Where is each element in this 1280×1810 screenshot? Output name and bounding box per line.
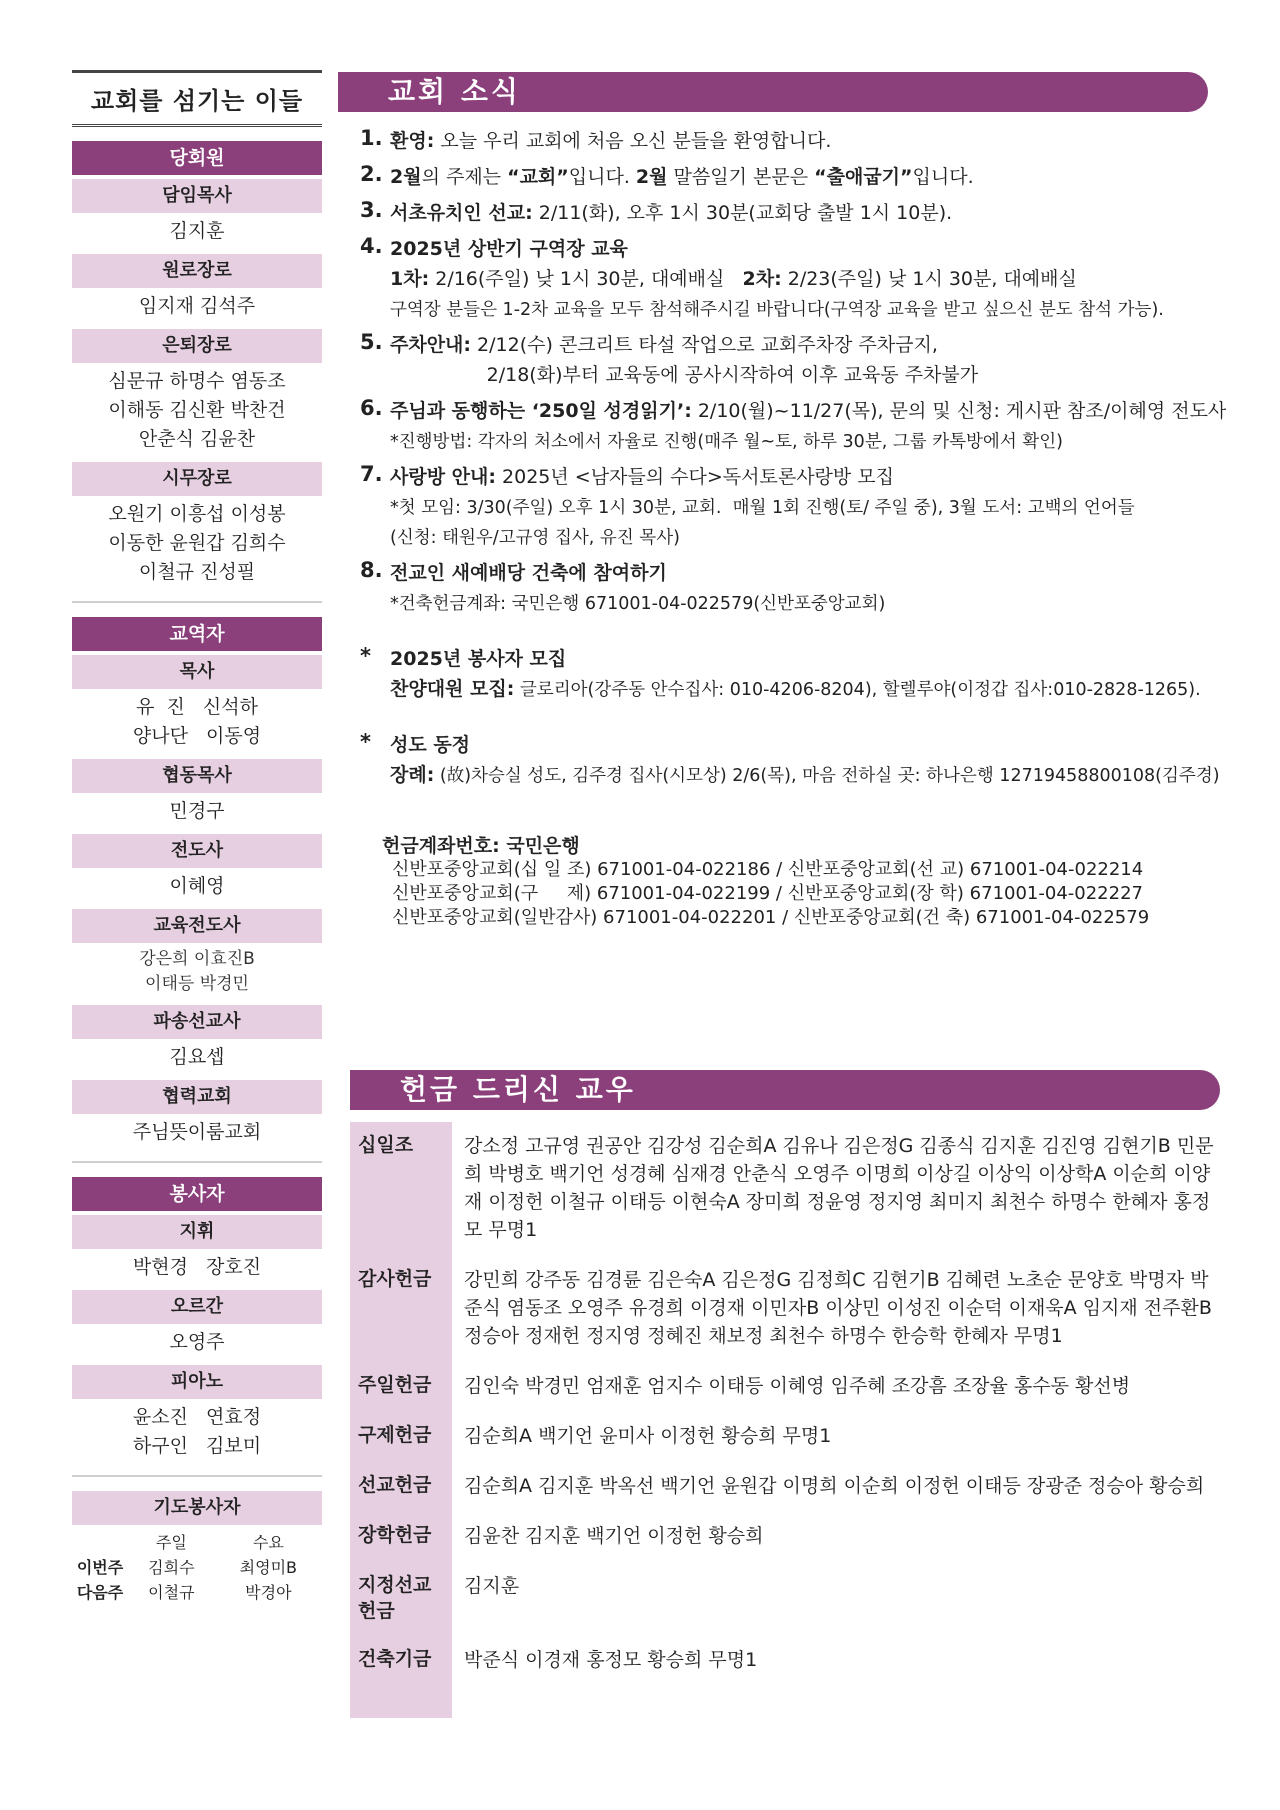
news-item-text	[390, 330, 1208, 390]
news-text: 의 주제는	[421, 166, 508, 188]
sidebar-role-names	[72, 1114, 322, 1151]
sidebar-role-label: 협동목사	[72, 759, 322, 793]
offering-type-label: 주일헌금	[350, 1362, 452, 1412]
news-item	[360, 330, 1208, 390]
prayer-col-header: 수요	[252, 1533, 284, 1552]
news-emphasis: 주차안내:	[390, 334, 472, 356]
news-item-number: *	[360, 730, 371, 754]
news-emphasis: 찬양대원 모집:	[390, 678, 515, 700]
news-item-number: 6.	[360, 396, 383, 420]
prayer-name: 최영미B	[239, 1558, 298, 1577]
news-item-number: 7.	[360, 462, 383, 486]
news-item-number: 5.	[360, 330, 383, 354]
news-detail: 구역장 분들은 1-2차 교육을 모두 참석해주시길 바랍니다(구역장 교육을 받고 싶으신 분도 참석 가능).	[390, 300, 1164, 320]
news-emphasis: “출애굽기”	[814, 166, 913, 188]
news-text: 말씀일기 본문은	[667, 166, 815, 188]
prayer-table	[72, 1529, 322, 1604]
news-item-text	[390, 730, 1220, 790]
offering-donor-names: 김지훈	[464, 1575, 520, 1597]
news-item-text	[390, 162, 1208, 192]
person-names: 박현경 장호진	[132, 1256, 262, 1278]
offering-row	[350, 1562, 1220, 1636]
sidebar-role-label: 목사	[72, 655, 322, 689]
sidebar-role-names	[72, 363, 322, 458]
offering-row	[350, 1412, 1220, 1462]
news-line	[390, 588, 1208, 618]
prayer-row-label: 다음주	[76, 1583, 124, 1602]
news-line	[390, 644, 1208, 674]
news-line	[390, 522, 1208, 552]
news-line	[390, 426, 1226, 456]
news-detail: *건축헌금계좌: 국민은행 671001-04-022579(신반포중앙교회)	[390, 594, 886, 614]
offerings-table	[350, 1122, 1220, 1718]
news-item-number: 4.	[360, 234, 383, 258]
sidebar-title: 교회를 섬기는 이들	[72, 70, 322, 127]
sidebar-section-heading: 봉사자	[72, 1177, 322, 1211]
sidebar-role-names	[72, 689, 322, 755]
sidebar-section-heading: 교역자	[72, 617, 322, 651]
news-text: 입니다.	[912, 166, 974, 188]
sidebar-divider	[72, 601, 322, 603]
news-item-text	[390, 198, 1208, 228]
news-detail: (신청: 태원우/고규영 집사, 유진 목사)	[390, 528, 680, 548]
accounts-rows	[382, 858, 1208, 930]
sidebar-section-heading: 당회원	[72, 141, 322, 175]
person-names: 안춘식 김윤찬	[138, 428, 256, 450]
sidebar-role-label: 오르간	[72, 1290, 322, 1324]
offering-donor-names: 강민희 강주동 김경륜 김은숙A 김은정G 김정희C 김현기B 김혜련 노초순 문양호 박명자 박준식 염동조 오영주 유경희 이경재 이민자B 이상민 이성진 이순덕 이재욱A 임지재 전주환B 정승아 정재헌 정지영 정혜진 채보정 최천수 하명수 한승학 한혜자 무명1	[464, 1269, 1212, 1347]
prayer-name: 박경아	[245, 1583, 292, 1602]
sidebar-role-names	[72, 868, 322, 905]
offering-type-label: 건축기금	[350, 1636, 452, 1718]
news-text: 2/16(주일) 낮 1시 30분, 대예배실	[429, 268, 743, 290]
news-line	[390, 760, 1220, 790]
sidebar-role-names	[72, 496, 322, 591]
offering-row	[350, 1122, 1220, 1256]
news-list	[338, 126, 1227, 790]
sidebar-role-names	[72, 1039, 322, 1076]
news-item	[360, 644, 1208, 704]
news-section	[338, 72, 1227, 930]
person-names: 윤소진 연효정	[132, 1406, 262, 1428]
sidebar-divider	[72, 1161, 322, 1163]
news-item	[360, 126, 1208, 156]
offering-donor-names: 김순희A 김지훈 박옥선 백기언 윤원갑 이명희 이순희 이정헌 이태등 장광준 정승아 황승희	[464, 1475, 1205, 1497]
news-item-number: *	[360, 644, 371, 668]
news-text: 오늘 우리 교회에 처음 오신 분들을 환영합니다.	[434, 130, 832, 152]
offering-type-label: 지정선교헌금	[350, 1562, 452, 1636]
offerings-title-bar: 헌금 드리신 교우	[350, 1070, 1220, 1110]
sidebar-role-names	[72, 943, 322, 1001]
sidebar-role-names	[72, 213, 322, 250]
sidebar-section	[72, 617, 322, 1151]
news-text: 2/10(월)~11/27(목), 문의 및 신청: 게시판 참조/이혜영 전도사	[691, 400, 1227, 422]
news-emphasis: 장례:	[390, 764, 435, 786]
person-names: 김지훈	[169, 220, 225, 242]
offering-donor-names: 박준식 이경재 홍정모 황승희 무명1	[464, 1649, 758, 1671]
offering-row	[350, 1362, 1220, 1412]
news-item	[360, 558, 1208, 618]
offering-type-label: 십일조	[350, 1122, 452, 1256]
news-line	[390, 492, 1208, 522]
prayer-row-label: 이번주	[76, 1558, 124, 1577]
person-names: 심문규 하명수 염동조	[108, 370, 286, 392]
news-line	[390, 264, 1208, 294]
news-emphasis: 전교인 새예배당 건축에 참여하기	[390, 562, 667, 584]
news-item	[360, 396, 1227, 456]
person-names: 김요셉	[169, 1046, 225, 1068]
sidebar-role-label: 협력교회	[72, 1080, 322, 1114]
sidebar-role-names	[72, 1399, 322, 1465]
person-names: 이철규 진성필	[138, 561, 256, 583]
person-names: 오원기 이흥섭 이성봉	[108, 503, 286, 525]
sidebar-role-label: 시무장로	[72, 462, 322, 496]
news-line	[390, 234, 1208, 264]
news-item	[360, 234, 1208, 324]
offering-accounts	[338, 834, 1208, 930]
news-line	[390, 462, 1208, 492]
sidebar-role-label: 전도사	[72, 834, 322, 868]
offering-row	[350, 1636, 1220, 1718]
person-names: 양나단 이동영	[132, 725, 262, 747]
offering-type-label: 선교헌금	[350, 1462, 452, 1512]
offering-type-label: 장학헌금	[350, 1512, 452, 1562]
news-item	[360, 198, 1208, 228]
news-emphasis: 서초유치인 선교:	[390, 202, 533, 224]
offering-donor-names: 김윤찬 김지훈 백기언 이정헌 황승희	[464, 1525, 764, 1547]
news-text: 2/11(화), 오후 1시 30분(교회당 출발 1시 10분).	[532, 202, 953, 224]
news-emphasis: 2025년 상반기 구역장 교육	[390, 238, 628, 260]
accounts-heading: 헌금계좌번호: 국민은행	[382, 835, 580, 857]
sidebar-role-label: 지휘	[72, 1215, 322, 1249]
offering-row	[350, 1256, 1220, 1362]
news-item-text	[390, 462, 1208, 552]
offerings-section	[350, 1070, 1220, 1718]
news-line	[390, 198, 1208, 228]
person-names: 이혜영	[169, 875, 225, 897]
sidebar-role-label: 은퇴장로	[72, 329, 322, 363]
news-emphasis: 2025년 봉사자 모집	[390, 648, 567, 670]
news-item-number: 2.	[360, 162, 383, 186]
sidebar-role-names	[72, 793, 322, 830]
offering-type-label: 감사헌금	[350, 1256, 452, 1362]
news-item-number: 1.	[360, 126, 383, 150]
news-item-text	[390, 234, 1208, 324]
sidebar-role-names	[72, 1249, 322, 1286]
person-names: 하구인 김보미	[132, 1435, 262, 1457]
prayer-name: 김희수	[148, 1558, 195, 1577]
person-names: 이태등 박경민	[145, 974, 249, 994]
sidebar-section	[72, 1177, 322, 1465]
news-item	[360, 462, 1208, 552]
offering-donor-names: 김인숙 박경민 엄재훈 엄지수 이태등 이혜영 임주혜 조강흠 조장율 홍수동 황선병	[464, 1375, 1131, 1397]
news-emphasis: 2차:	[742, 268, 782, 290]
prayer-heading: 기도봉사자	[72, 1491, 322, 1525]
news-emphasis: 성도 동정	[390, 734, 471, 756]
news-emphasis: 1차:	[390, 268, 430, 290]
person-names: 임지재 김석주	[138, 295, 256, 317]
news-text: 2025년 <남자들의 수다>독서토론사랑방 모집	[495, 466, 895, 488]
news-text: 2/23(주일) 낮 1시 30분, 대예배실	[781, 268, 1077, 290]
sidebar-section	[72, 141, 322, 591]
account-row: 신반포중앙교회(일반감사) 671001-04-022201 / 신반포중앙교회(건 축) 671001-04-022579	[392, 907, 1150, 928]
news-line	[390, 558, 1208, 588]
prayer-corner	[72, 1529, 128, 1554]
news-item-text	[390, 558, 1208, 618]
person-names: 이해동 김신환 박찬건	[108, 399, 286, 421]
news-line	[390, 730, 1220, 760]
news-line	[390, 330, 1208, 360]
sidebar	[72, 70, 322, 1604]
news-line	[390, 162, 1208, 192]
news-item	[360, 162, 1208, 192]
offering-type-label: 구제헌금	[350, 1412, 452, 1462]
sidebar-divider	[72, 1475, 322, 1477]
news-detail: (故)차승실 성도, 김주경 집사(시모상) 2/6(목), 마음 전하실 곳: 하나은행 12719458800108(김주경)	[434, 766, 1220, 786]
sidebar-role-label: 원로장로	[72, 254, 322, 288]
offering-row	[350, 1462, 1220, 1512]
offering-donor-names: 김순희A 백기언 윤미사 이정헌 황승희 무명1	[464, 1425, 832, 1447]
news-detail: *첫 모임: 3/30(주일) 오후 1시 30분, 교회. 매월 1회 진행(토/ 주일 중), 3월 도서: 고백의 언어들	[390, 498, 1135, 518]
news-title-bar: 교회 소식	[338, 72, 1208, 112]
news-line	[390, 396, 1226, 426]
person-names: 이동한 윤원갑 김희수	[108, 532, 286, 554]
sidebar-role-label: 피아노	[72, 1365, 322, 1399]
news-emphasis: 주님과 동행하는 ‘250일 성경읽기’:	[390, 400, 692, 422]
news-line	[390, 360, 1208, 390]
news-text: 2/12(수) 콘크리트 타설 작업으로 교회주차장 주차금지,	[471, 334, 938, 356]
news-detail: 글로리아(강주동 안수집사: 010-4206-8204), 할렐루야(이정갑 집사:010-2828-1265).	[514, 680, 1201, 700]
news-line	[390, 126, 1208, 156]
sidebar-role-names	[72, 288, 322, 325]
news-emphasis: “교회”	[507, 166, 569, 188]
news-emphasis: 환영:	[390, 130, 435, 152]
sidebar-role-names	[72, 1324, 322, 1361]
offering-donor-names: 강소정 고규영 권공안 김강성 김순희A 김유나 김은정G 김종식 김지훈 김진영 김현기B 민문희 박병호 백기언 성경혜 심재경 안춘식 오영주 이명희 이상길 이상익 이상학A 이순희 이양재 이정헌 이철규 이태등 이현숙A 장미희 정윤영 정지영 최미지 최천수 하명수 한혜자 홍정모 무명1	[464, 1135, 1214, 1241]
prayer-col-header: 주일	[155, 1533, 187, 1552]
news-item	[360, 730, 1220, 790]
sidebar-role-label: 파송선교사	[72, 1005, 322, 1039]
person-names: 주님뜻이룸교회	[132, 1121, 262, 1143]
news-item-number: 8.	[360, 558, 383, 582]
news-emphasis: 사랑방 안내:	[390, 466, 496, 488]
news-line	[390, 294, 1208, 324]
person-names: 민경구	[169, 800, 225, 822]
news-line	[390, 674, 1208, 704]
sidebar-role-label: 담임목사	[72, 179, 322, 213]
news-emphasis: 2월	[390, 166, 422, 188]
account-row: 신반포중앙교회(십 일 조) 671001-04-022186 / 신반포중앙교회(선 교) 671001-04-022214	[392, 859, 1144, 880]
offering-row	[350, 1512, 1220, 1562]
person-names: 강은희 이효진B	[139, 949, 255, 969]
sidebar-body	[72, 141, 322, 1604]
news-item-text	[390, 126, 1208, 156]
news-item-text	[390, 396, 1226, 456]
news-text: 2/18(화)부터 교육동에 공사시작하여 이후 교육동 주차불가	[390, 364, 979, 386]
news-item-number: 3.	[360, 198, 383, 222]
news-item-text	[390, 644, 1208, 704]
prayer-section	[72, 1491, 322, 1604]
news-detail: *진행방법: 각자의 처소에서 자율로 진행(매주 월~토, 하루 30분, 그룹 카톡방에서 확인)	[390, 432, 1063, 452]
news-text: 입니다.	[568, 166, 636, 188]
prayer-name: 이철규	[148, 1583, 195, 1602]
account-row: 신반포중앙교회(구 제) 671001-04-022199 / 신반포중앙교회(장 학) 671001-04-022227	[392, 883, 1143, 904]
sidebar-role-label: 교육전도사	[72, 909, 322, 943]
person-names: 유 진 신석하	[136, 696, 258, 718]
news-emphasis: 2월	[635, 166, 668, 188]
person-names: 오영주	[169, 1331, 225, 1353]
